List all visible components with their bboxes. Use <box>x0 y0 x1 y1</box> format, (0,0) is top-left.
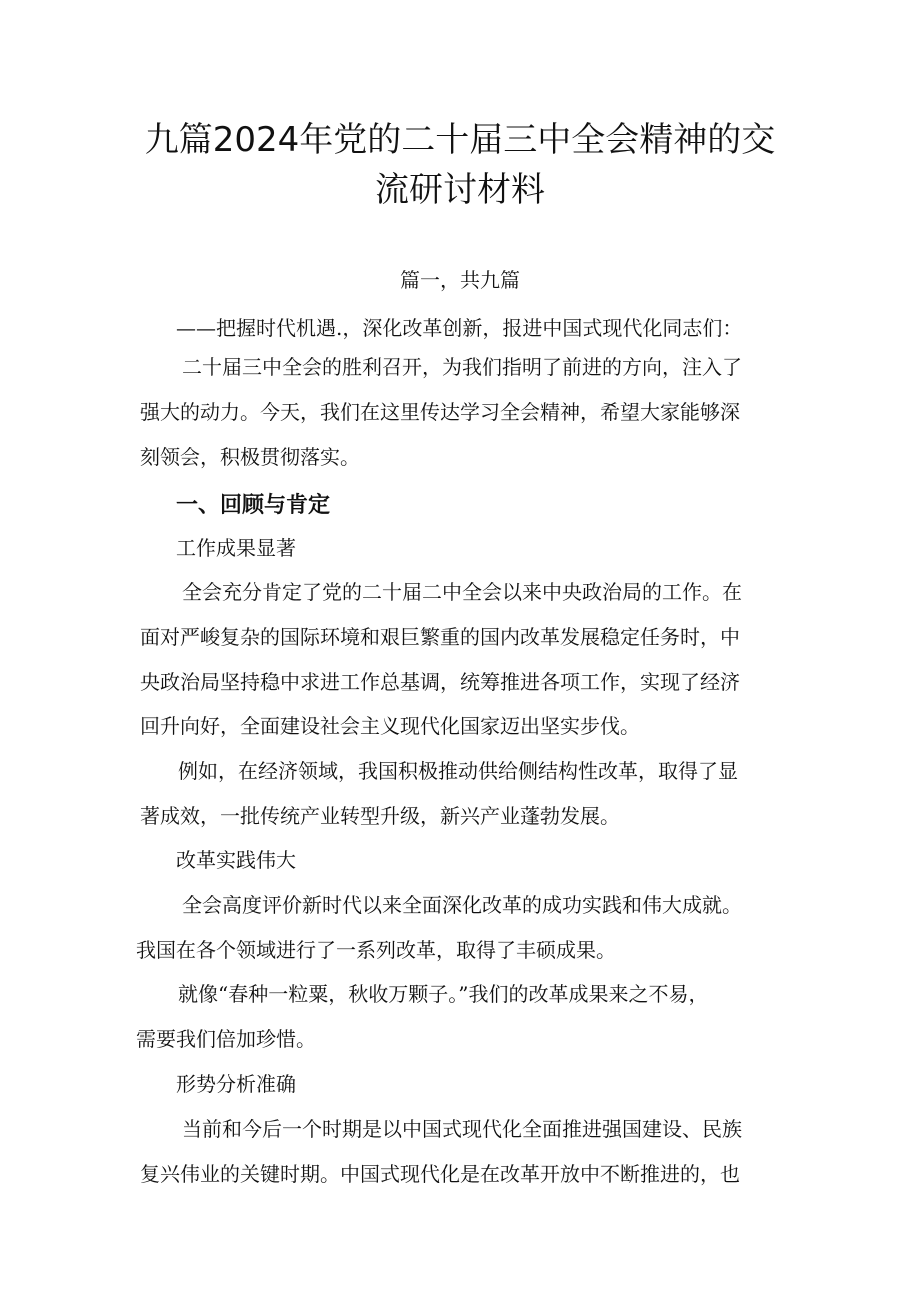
subsection-heading: 工作成果显著 <box>176 536 296 560</box>
intro-line: ——把握时代机遇.，深化改革创新，报进中国式现代化同志们： <box>176 316 743 340</box>
paragraph-line: 当前和今后一个时期是以中国式现代化全面推进强国建设、民族 <box>182 1117 742 1141</box>
document-title-line-2: 流研讨材料 <box>375 170 545 210</box>
paragraph-line: 央政治局坚持稳中求进工作总基调，统筹推进各项工作，实现了经济 <box>140 670 740 694</box>
paragraph-line: 强大的动力。今天，我们在这里传达学习全会精神，希望大家能够深 <box>140 400 740 424</box>
paragraph-line: 著成效，一批传统产业转型升级，新兴产业蓬勃发展。 <box>140 804 620 828</box>
paragraph-line: 我国在各个领域进行了一系列改革，取得了丰硕成果。 <box>136 938 616 962</box>
section-heading: 一、回顾与肯定 <box>176 493 331 518</box>
paragraph-line: 需要我们倍加珍惜。 <box>136 1027 316 1051</box>
paragraph-line: 刻领会，积极贯彻落实。 <box>140 445 360 469</box>
paragraph-line: 回升向好，全面建设社会主义现代化国家迈出坚实步伐。 <box>140 714 640 738</box>
paragraph-line: 全会充分肯定了党的二十届二中全会以来中央政治局的工作。在 <box>182 580 742 604</box>
paragraph-line: 全会高度评价新时代以来全面深化改革的成功实践和伟大成就。 <box>182 893 742 917</box>
paragraph-line: 就像“春种一粒粟，秋收万颗子。”我们的改革成果来之不易， <box>178 982 709 1006</box>
subsection-heading: 改革实践伟大 <box>176 848 296 872</box>
paragraph-line: 例如，在经济领域，我国积极推动供给侧结构性改革，取得了显 <box>178 759 738 783</box>
paragraph-line: 二十届三中全会的胜利召开，为我们指明了前进的方向，注入了 <box>182 355 742 379</box>
paragraph-line: 复兴伟业的关键时期。中国式现代化是在改革开放中不断推进的，也 <box>140 1162 740 1186</box>
document-title-line-1: 九篇2024年党的二十届三中全会精神的交 <box>144 120 776 160</box>
subsection-heading: 形势分析准确 <box>176 1072 296 1096</box>
document-subtitle: 篇一，共九篇 <box>400 268 520 292</box>
paragraph-line: 面对严峻复杂的国际环境和艰巨繁重的国内改革发展稳定任务时，中 <box>140 625 740 649</box>
